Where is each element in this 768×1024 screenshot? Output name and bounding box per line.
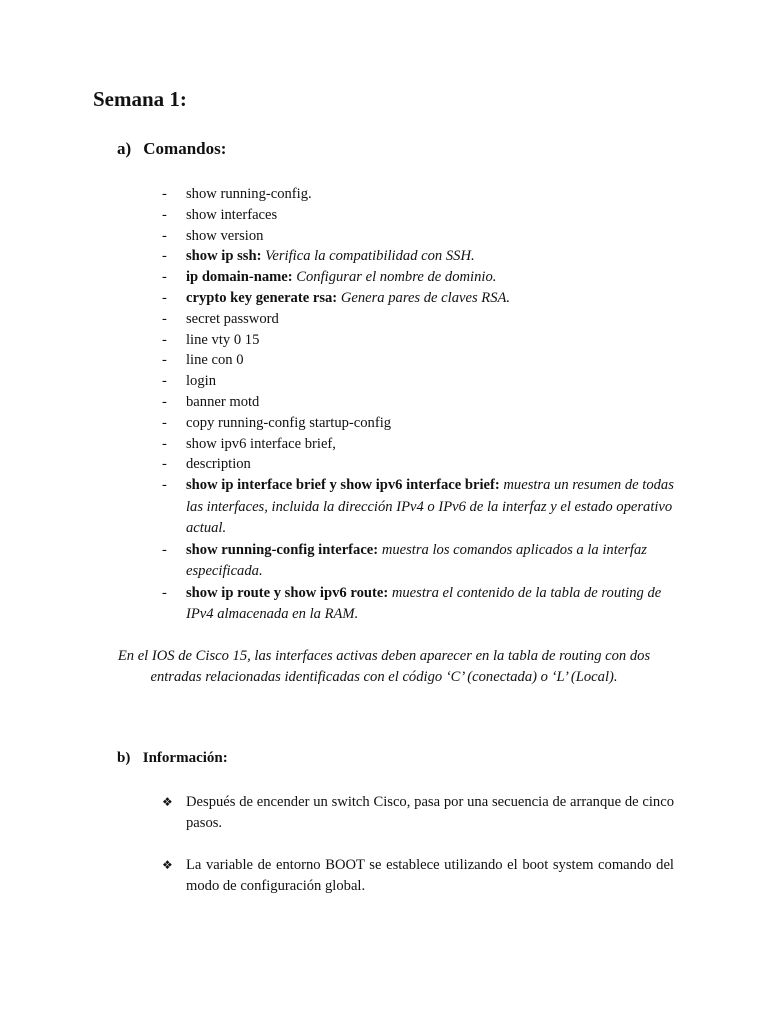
section-a-title: Comandos: bbox=[143, 139, 227, 158]
command-item bbox=[162, 267, 682, 288]
diamond-bullet-icon: ❖ bbox=[162, 858, 173, 872]
command-name: show interfaces bbox=[186, 206, 278, 223]
info-item bbox=[162, 855, 674, 897]
section-b-heading bbox=[117, 750, 228, 767]
command-name: secret password bbox=[186, 310, 279, 327]
command-item bbox=[162, 413, 682, 434]
command-name: show running-config. bbox=[186, 186, 312, 202]
dash-bullet: - bbox=[162, 584, 167, 601]
dash-bullet: - bbox=[162, 456, 167, 473]
command-item bbox=[162, 434, 682, 455]
command-name: ip domain-name: bbox=[186, 269, 293, 286]
command-item bbox=[162, 288, 682, 309]
dash-bullet: - bbox=[162, 248, 167, 265]
dash-bullet: - bbox=[162, 289, 167, 306]
command-description: Verifica la compatibilidad con SSH. bbox=[265, 248, 475, 265]
dash-bullet: - bbox=[162, 310, 167, 327]
dash-bullet: - bbox=[162, 227, 167, 244]
command-name: login bbox=[186, 373, 216, 390]
command-name: description bbox=[186, 456, 251, 473]
command-name: show ipv6 interface brief, bbox=[186, 435, 336, 452]
command-item bbox=[162, 475, 682, 540]
command-description: Configurar el nombre de dominio. bbox=[296, 269, 497, 286]
command-item bbox=[162, 540, 682, 583]
command-name: show ip interface brief y show ipv6 interface brief: bbox=[186, 477, 500, 494]
cisco-ios-note: En el IOS de Cisco 15, las interfaces activas deben aparecer en la tabla de routing con dos entradas relacionadas identificadas con el código ‘C’ (conectada) o ‘L’ (Local). bbox=[117, 648, 651, 685]
command-description: muestra el contenido de la tabla de routing de IPv4 almacenada en la RAM. bbox=[186, 584, 662, 623]
command-item bbox=[162, 246, 682, 267]
command-item bbox=[162, 583, 682, 626]
dash-bullet: - bbox=[162, 373, 167, 390]
information-list bbox=[162, 792, 674, 918]
command-item bbox=[162, 392, 682, 413]
section-b-title: Información: bbox=[142, 750, 228, 766]
command-item bbox=[162, 454, 682, 475]
dash-bullet: - bbox=[162, 352, 167, 369]
diamond-bullet-icon: ❖ bbox=[162, 795, 173, 809]
command-item bbox=[162, 371, 682, 392]
command-item bbox=[162, 309, 682, 330]
dash-bullet: - bbox=[162, 477, 167, 494]
command-name: line con 0 bbox=[186, 352, 244, 369]
dash-bullet: - bbox=[162, 414, 167, 431]
command-name: show ip ssh: bbox=[186, 248, 262, 265]
dash-bullet: - bbox=[162, 541, 167, 558]
dash-bullet: - bbox=[162, 435, 167, 452]
info-text: La variable de entorno BOOT se establece utilizando el boot system comando del modo de configuración global. bbox=[186, 857, 674, 894]
command-name: show version bbox=[186, 227, 264, 244]
info-item bbox=[162, 792, 674, 834]
command-name: show ip route y show ipv6 route: bbox=[186, 584, 389, 601]
command-item bbox=[162, 330, 682, 351]
command-description: Genera pares de claves RSA. bbox=[340, 289, 511, 306]
dash-bullet: - bbox=[162, 206, 167, 223]
command-name: line vty 0 15 bbox=[186, 331, 260, 348]
command-description: muestra un resumen de todas las interfaces, incluida la dirección IPv4 o IPv6 de la interfaz y el estado operativo actual. bbox=[186, 477, 674, 537]
command-name: copy running-config startup-config bbox=[186, 414, 392, 431]
dash-bullet: - bbox=[162, 269, 167, 286]
command-item bbox=[162, 350, 682, 371]
command-name: banner motd bbox=[186, 393, 260, 410]
page-title: Semana 1: bbox=[93, 87, 187, 111]
command-name: crypto key generate rsa: bbox=[186, 289, 338, 306]
command-item bbox=[162, 226, 682, 247]
commands-list bbox=[162, 184, 682, 626]
command-item bbox=[162, 205, 682, 226]
section-a-letter: a) bbox=[117, 139, 132, 158]
section-a-heading bbox=[117, 139, 226, 159]
dash-bullet: - bbox=[162, 393, 167, 410]
dash-bullet: - bbox=[162, 331, 167, 348]
command-name: show running-config interface: bbox=[186, 541, 379, 558]
section-b-letter: b) bbox=[117, 750, 131, 766]
dash-bullet: - bbox=[162, 186, 167, 202]
command-item bbox=[162, 184, 682, 205]
command-description: muestra los comandos aplicados a la interfaz especificada. bbox=[186, 541, 647, 580]
info-text: Después de encender un switch Cisco, pasa por una secuencia de arranque de cinco pasos. bbox=[186, 794, 674, 831]
